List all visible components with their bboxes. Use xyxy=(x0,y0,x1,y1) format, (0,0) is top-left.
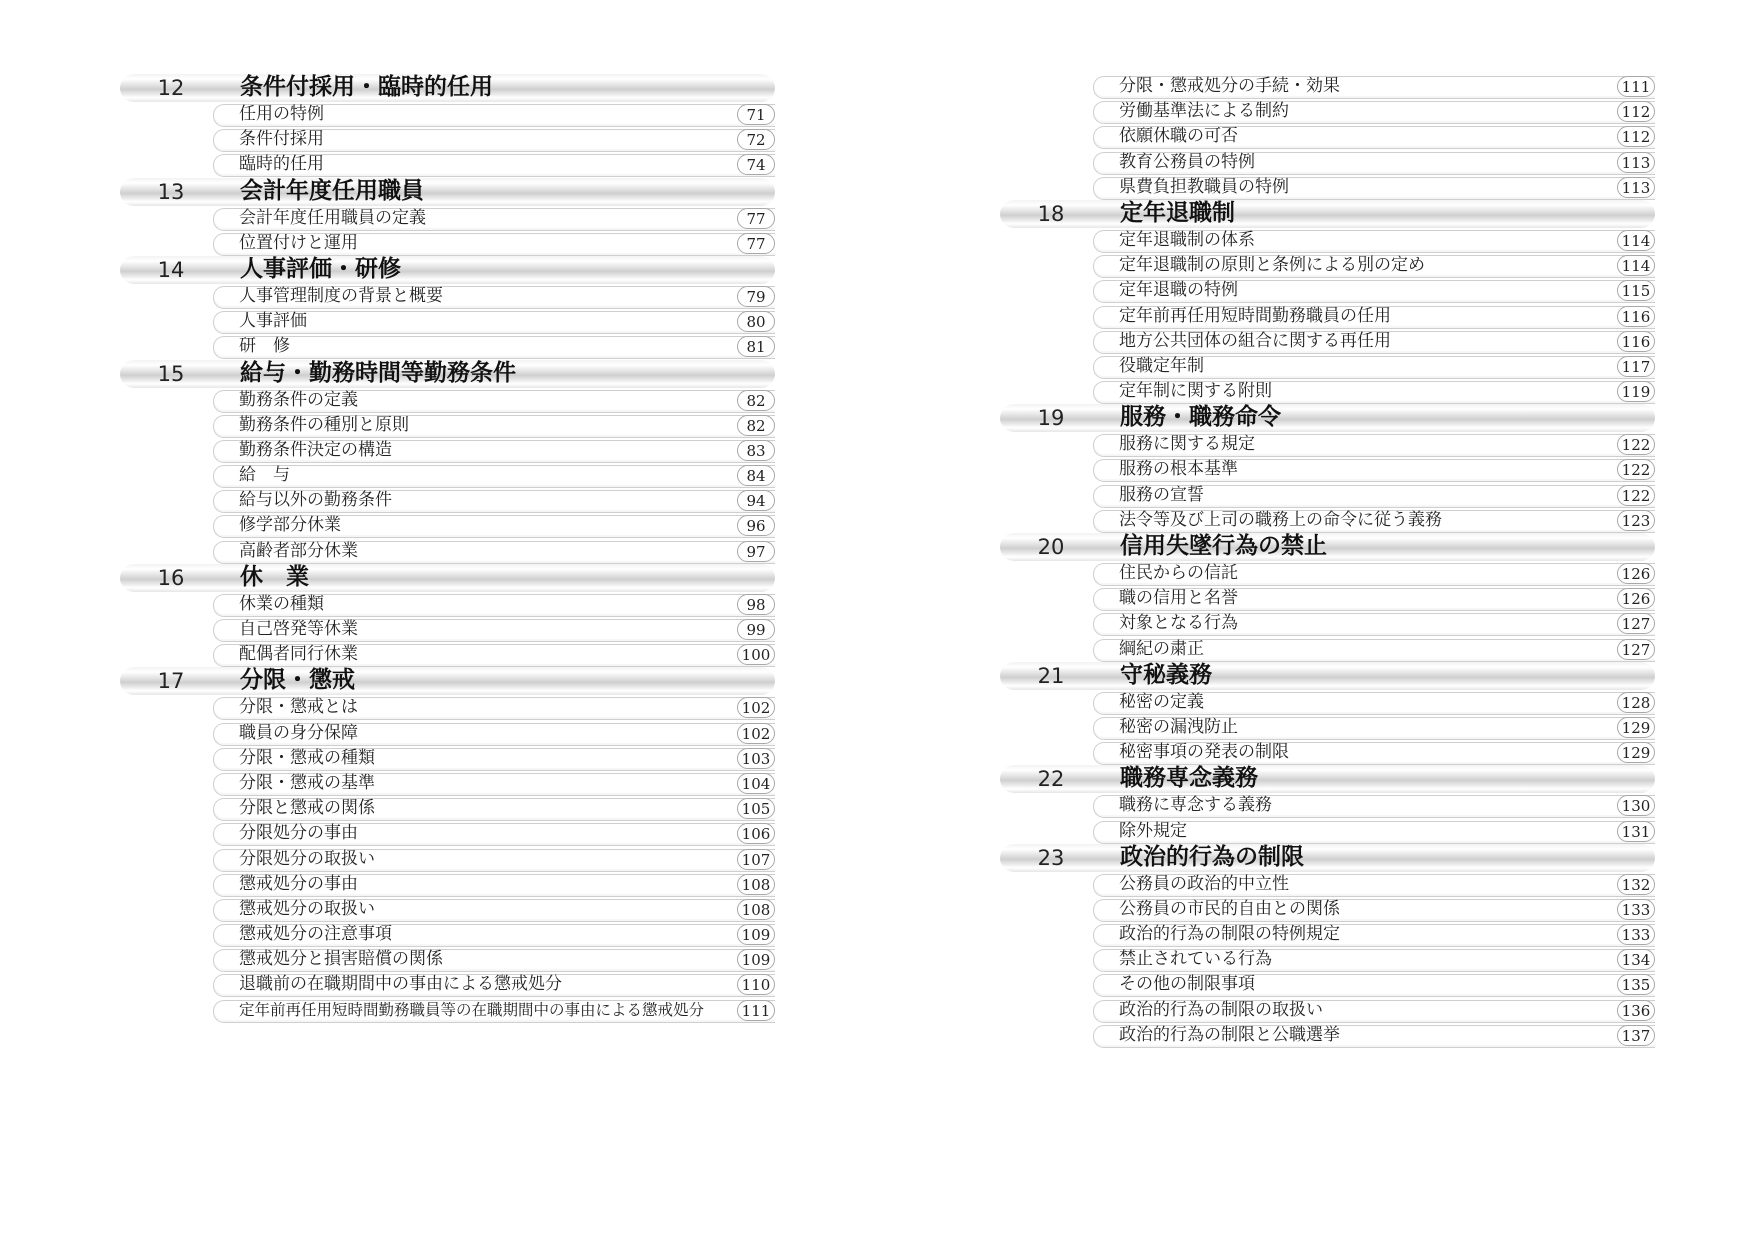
chapter-header xyxy=(1000,404,1655,432)
entry-guide-line xyxy=(213,465,775,488)
toc-entry[interactable] xyxy=(213,872,775,897)
entry-page-number: 77 xyxy=(737,208,775,229)
entry-page-number: 72 xyxy=(737,129,775,150)
toc-entry[interactable] xyxy=(1093,715,1655,740)
toc-entry[interactable] xyxy=(1093,74,1655,99)
entry-title: 懲戒処分の注意事項 xyxy=(239,924,392,945)
entry-title: 労働基準法による制約 xyxy=(1119,101,1289,122)
toc-entry[interactable] xyxy=(213,922,775,947)
entry-title: 政治的行為の制限と公職選挙 xyxy=(1119,1024,1340,1045)
toc-entry[interactable] xyxy=(213,127,775,152)
toc-entry[interactable] xyxy=(213,463,775,488)
entry-title: 懲戒処分の取扱い xyxy=(239,898,375,919)
toc-entry[interactable] xyxy=(1093,508,1655,533)
toc-entry[interactable] xyxy=(213,721,775,746)
toc-entry[interactable] xyxy=(1093,1023,1655,1048)
entry-page-number: 94 xyxy=(737,490,775,511)
entry-page-number: 122 xyxy=(1617,459,1655,480)
toc-entry[interactable] xyxy=(1093,175,1655,200)
chapter-header xyxy=(120,360,775,388)
chapter-number: 14 xyxy=(157,257,185,282)
entry-page-number: 113 xyxy=(1617,152,1655,173)
toc-entry[interactable] xyxy=(1093,611,1655,636)
chapter-title: 給与・勤務時間等勤務条件 xyxy=(240,359,516,386)
entry-page-number: 82 xyxy=(737,415,775,436)
entry-page-number: 84 xyxy=(737,465,775,486)
entry-page-number: 103 xyxy=(737,748,775,769)
toc-entry[interactable] xyxy=(1093,379,1655,404)
toc-entry[interactable] xyxy=(213,796,775,821)
entry-page-number: 81 xyxy=(737,336,775,357)
toc-entry[interactable] xyxy=(1093,99,1655,124)
entry-page-number: 102 xyxy=(737,697,775,718)
chapter-header xyxy=(120,667,775,695)
toc-entry[interactable] xyxy=(213,972,775,997)
entry-title: 政治的行為の制限の取扱い xyxy=(1119,999,1323,1020)
entry-page-number: 134 xyxy=(1617,949,1655,970)
entry-page-number: 111 xyxy=(1617,76,1655,97)
entry-title: 勤務条件決定の構造 xyxy=(239,439,392,460)
toc-entry[interactable] xyxy=(1093,819,1655,844)
entry-title: その他の制限事項 xyxy=(1119,974,1255,995)
entry-title: 修学部分休業 xyxy=(239,515,341,536)
chapter-title: 信用失墜行為の禁止 xyxy=(1120,533,1327,559)
entry-title: 公務員の政治的中立性 xyxy=(1119,873,1289,894)
entry-title: 綱紀の粛正 xyxy=(1119,638,1204,659)
entry-title: 教育公務員の特例 xyxy=(1119,151,1255,172)
toc-entry[interactable] xyxy=(1093,483,1655,508)
entry-page-number: 108 xyxy=(737,874,775,895)
entry-title: 定年前再任用短時間勤務職員等の在職期間中の事由による懲戒処分 xyxy=(239,1000,705,1019)
entry-title: 勤務条件の定義 xyxy=(239,389,358,410)
chapter-header xyxy=(120,256,775,284)
entry-title: 勤務条件の種別と原則 xyxy=(239,414,409,435)
entry-title: 給 与 xyxy=(239,465,290,486)
entry-page-number: 136 xyxy=(1617,1000,1655,1021)
entry-page-number: 123 xyxy=(1617,510,1655,531)
toc-entry[interactable] xyxy=(1093,690,1655,715)
entry-page-number: 114 xyxy=(1617,230,1655,251)
chapter-header xyxy=(120,564,775,592)
toc-entry[interactable] xyxy=(1093,586,1655,611)
entry-page-number: 126 xyxy=(1617,588,1655,609)
entry-page-number: 108 xyxy=(737,899,775,920)
entry-title: 依願休職の可否 xyxy=(1119,126,1238,147)
entry-title: 懲戒処分の事由 xyxy=(239,873,358,894)
entry-title: 職の信用と名誉 xyxy=(1119,588,1238,609)
entry-page-number: 116 xyxy=(1617,331,1655,352)
toc-entry[interactable] xyxy=(1093,354,1655,379)
entry-title: 定年制に関する附則 xyxy=(1119,381,1272,402)
entry-title: 条件付採用 xyxy=(239,129,324,150)
toc-entry[interactable] xyxy=(213,231,775,256)
chapter-header xyxy=(1000,200,1655,228)
entry-title: 服務の宣誓 xyxy=(1119,484,1204,505)
entry-page-number: 109 xyxy=(737,924,775,945)
chapter-number: 13 xyxy=(157,179,185,204)
entry-page-number: 102 xyxy=(737,723,775,744)
toc-entry[interactable] xyxy=(213,438,775,463)
toc-entry[interactable] xyxy=(213,617,775,642)
entry-page-number: 82 xyxy=(737,390,775,411)
chapter-header xyxy=(1000,533,1655,561)
toc-entry[interactable] xyxy=(1093,637,1655,662)
entry-title: 定年退職制の原則と条例による別の定め xyxy=(1119,255,1425,276)
entry-title: 服務の根本基準 xyxy=(1119,459,1238,480)
entry-page-number: 128 xyxy=(1617,692,1655,713)
entry-page-number: 104 xyxy=(737,773,775,794)
entry-page-number: 127 xyxy=(1617,639,1655,660)
toc-entry[interactable] xyxy=(1093,998,1655,1023)
chapter-header xyxy=(1000,844,1655,872)
entry-page-number: 107 xyxy=(737,849,775,870)
toc-left-column xyxy=(120,74,775,1023)
entry-page-number: 132 xyxy=(1617,874,1655,895)
entry-title: 定年前再任用短時間勤務職員の任用 xyxy=(1119,305,1391,326)
toc-entry[interactable] xyxy=(213,897,775,922)
entry-guide-line xyxy=(213,336,775,359)
chapter-title: 条件付採用・臨時的任用 xyxy=(240,74,493,100)
toc-entry[interactable] xyxy=(213,513,775,538)
chapter-title: 服務・職務命令 xyxy=(1120,404,1281,431)
chapter-number: 21 xyxy=(1037,663,1065,688)
entry-page-number: 112 xyxy=(1617,101,1655,122)
toc-entry[interactable] xyxy=(213,284,775,309)
entry-page-number: 129 xyxy=(1617,742,1655,763)
entry-title: 職務に専念する義務 xyxy=(1119,795,1272,816)
entry-title: 禁止されている行為 xyxy=(1119,949,1272,970)
entry-title: 給与以外の勤務条件 xyxy=(239,490,392,511)
toc-entry[interactable] xyxy=(213,206,775,231)
entry-title: 高齢者部分休業 xyxy=(239,540,358,561)
entry-page-number: 106 xyxy=(737,823,775,844)
toc-entry[interactable] xyxy=(1093,329,1655,354)
entry-page-number: 135 xyxy=(1617,974,1655,995)
entry-title: 職員の身分保障 xyxy=(239,722,358,743)
entry-title: 住民からの信託 xyxy=(1119,563,1238,583)
entry-page-number: 110 xyxy=(737,974,775,995)
entry-page-number: 122 xyxy=(1617,485,1655,506)
entry-page-number: 137 xyxy=(1617,1025,1655,1046)
chapter-header xyxy=(1000,662,1655,690)
chapter-title: 政治的行為の制限 xyxy=(1120,843,1304,870)
entry-page-number: 98 xyxy=(737,594,775,615)
entry-page-number: 129 xyxy=(1617,717,1655,738)
chapter-title: 分限・懲戒 xyxy=(240,667,355,694)
toc-entry[interactable] xyxy=(1093,897,1655,922)
toc-entry[interactable] xyxy=(1093,253,1655,278)
entry-title: 県費負担教職員の特例 xyxy=(1119,176,1289,197)
entry-page-number: 83 xyxy=(737,440,775,461)
toc-entry[interactable] xyxy=(1093,432,1655,457)
entry-page-number: 100 xyxy=(737,644,775,665)
chapter-number: 16 xyxy=(157,565,185,590)
entry-title: 休業の種類 xyxy=(239,593,324,614)
entry-title: 役職定年制 xyxy=(1119,355,1204,376)
chapter-title: 守秘義務 xyxy=(1120,661,1212,688)
entry-title: 人事評価 xyxy=(239,311,307,332)
entry-title: 分限・懲戒の基準 xyxy=(239,772,375,793)
entry-title: 会計年度任用職員の定義 xyxy=(239,207,426,228)
entry-title: 分限処分の取扱い xyxy=(239,848,375,869)
entry-title: 分限処分の事由 xyxy=(239,823,358,844)
toc-entry[interactable] xyxy=(1093,972,1655,997)
toc-entry[interactable] xyxy=(1093,124,1655,149)
chapter-header xyxy=(120,178,775,206)
entry-page-number: 127 xyxy=(1617,613,1655,634)
entry-page-number: 117 xyxy=(1617,356,1655,377)
entry-page-number: 126 xyxy=(1617,563,1655,584)
entry-title: 地方公共団体の組合に関する再任用 xyxy=(1119,330,1391,351)
toc-entry[interactable] xyxy=(213,334,775,359)
entry-page-number: 71 xyxy=(737,104,775,125)
entry-title: 秘密の漏洩防止 xyxy=(1119,716,1238,737)
toc-entry[interactable] xyxy=(213,592,775,617)
entry-title: 定年退職の特例 xyxy=(1119,280,1238,301)
toc-entry[interactable] xyxy=(213,102,775,127)
entry-title: 配偶者同行休業 xyxy=(239,644,358,665)
toc-entry[interactable] xyxy=(1093,304,1655,329)
chapter-number: 23 xyxy=(1037,845,1065,870)
toc-entry[interactable] xyxy=(213,388,775,413)
entry-page-number: 112 xyxy=(1617,126,1655,147)
toc-entry[interactable] xyxy=(213,771,775,796)
entry-page-number: 97 xyxy=(737,541,775,562)
chapter-title: 会計年度任用職員 xyxy=(240,177,424,204)
entry-page-number: 119 xyxy=(1617,381,1655,402)
entry-page-number: 80 xyxy=(737,311,775,332)
chapter-title: 職務専念義務 xyxy=(1120,765,1258,792)
entry-title: 位置付けと運用 xyxy=(239,232,358,253)
entry-title: 任用の特例 xyxy=(239,104,324,124)
chapter-title: 定年退職制 xyxy=(1120,199,1235,226)
entry-page-number: 133 xyxy=(1617,899,1655,920)
entry-page-number: 133 xyxy=(1617,924,1655,945)
toc-entry[interactable] xyxy=(1093,947,1655,972)
entry-page-number: 114 xyxy=(1617,255,1655,276)
toc-right-column xyxy=(1000,74,1655,1048)
chapter-header xyxy=(120,74,775,102)
entry-title: 臨時的任用 xyxy=(239,154,324,175)
entry-title: 対象となる行為 xyxy=(1119,613,1238,634)
entry-page-number: 105 xyxy=(737,798,775,819)
entry-page-number: 109 xyxy=(737,949,775,970)
entry-page-number: 96 xyxy=(737,515,775,536)
toc-entry[interactable] xyxy=(1093,793,1655,818)
toc-entry[interactable] xyxy=(213,947,775,972)
toc-entry[interactable] xyxy=(1093,278,1655,303)
toc-entry[interactable] xyxy=(213,642,775,667)
entry-page-number: 111 xyxy=(737,1000,775,1021)
toc-entry[interactable] xyxy=(213,488,775,513)
entry-page-number: 130 xyxy=(1617,795,1655,816)
chapter-title: 休 業 xyxy=(240,563,309,590)
entry-title: 懲戒処分と損害賠償の関係 xyxy=(239,949,443,970)
entry-page-number: 74 xyxy=(737,154,775,175)
toc-entry[interactable] xyxy=(213,847,775,872)
chapter-title: 人事評価・研修 xyxy=(240,255,401,282)
entry-title: 自己啓発等休業 xyxy=(239,619,358,639)
chapter-number: 19 xyxy=(1037,406,1065,431)
toc-entry[interactable] xyxy=(1093,740,1655,765)
entry-title: 人事管理制度の背景と概要 xyxy=(239,285,443,306)
toc-entry[interactable] xyxy=(213,152,775,177)
entry-page-number: 122 xyxy=(1617,434,1655,455)
chapter-number: 22 xyxy=(1037,767,1065,792)
toc-entry[interactable] xyxy=(213,413,775,438)
entry-title: 秘密事項の発表の制限 xyxy=(1119,742,1289,763)
toc-entry[interactable] xyxy=(1093,922,1655,947)
entry-title: 分限と懲戒の関係 xyxy=(239,798,375,819)
toc-entry[interactable] xyxy=(213,695,775,720)
toc-entry[interactable] xyxy=(213,998,775,1023)
toc-entry[interactable] xyxy=(213,821,775,846)
toc-entry[interactable] xyxy=(213,746,775,771)
chapter-number: 12 xyxy=(157,76,185,100)
chapter-number: 20 xyxy=(1037,535,1065,559)
toc-entry[interactable] xyxy=(1093,150,1655,175)
entry-title: 除外規定 xyxy=(1119,820,1187,841)
toc-entry[interactable] xyxy=(213,539,775,564)
entry-title: 分限・懲戒とは xyxy=(239,697,358,718)
entry-page-number: 116 xyxy=(1617,306,1655,327)
chapter-number: 17 xyxy=(157,669,185,694)
entry-title: 分限・懲戒の種類 xyxy=(239,747,375,768)
toc-entry[interactable] xyxy=(1093,228,1655,253)
chapter-number: 18 xyxy=(1037,201,1065,226)
chapter-header xyxy=(1000,765,1655,793)
toc-entry[interactable] xyxy=(1093,872,1655,897)
entry-page-number: 115 xyxy=(1617,280,1655,301)
entry-page-number: 113 xyxy=(1617,177,1655,198)
toc-entry[interactable] xyxy=(213,309,775,334)
entry-page-number: 131 xyxy=(1617,821,1655,842)
entry-title: 服務に関する規定 xyxy=(1119,434,1255,455)
entry-title: 退職前の在職期間中の事由による懲戒処分 xyxy=(239,974,562,995)
entry-title: 秘密の定義 xyxy=(1119,691,1204,712)
entry-title: 研 修 xyxy=(239,336,290,357)
entry-title: 法令等及び上司の職務上の命令に従う義務 xyxy=(1119,509,1442,530)
toc-entry[interactable] xyxy=(1093,457,1655,482)
entry-title: 公務員の市民的自由との関係 xyxy=(1119,898,1340,919)
entry-title: 定年退職制の体系 xyxy=(1119,229,1255,250)
chapter-number: 15 xyxy=(157,361,185,386)
entry-page-number: 99 xyxy=(737,619,775,640)
toc-entry[interactable] xyxy=(1093,561,1655,586)
entry-page-number: 77 xyxy=(737,233,775,254)
entry-page-number: 79 xyxy=(737,286,775,307)
entry-title: 政治的行為の制限の特例規定 xyxy=(1119,924,1340,945)
entry-title: 分限・懲戒処分の手続・効果 xyxy=(1119,76,1340,96)
